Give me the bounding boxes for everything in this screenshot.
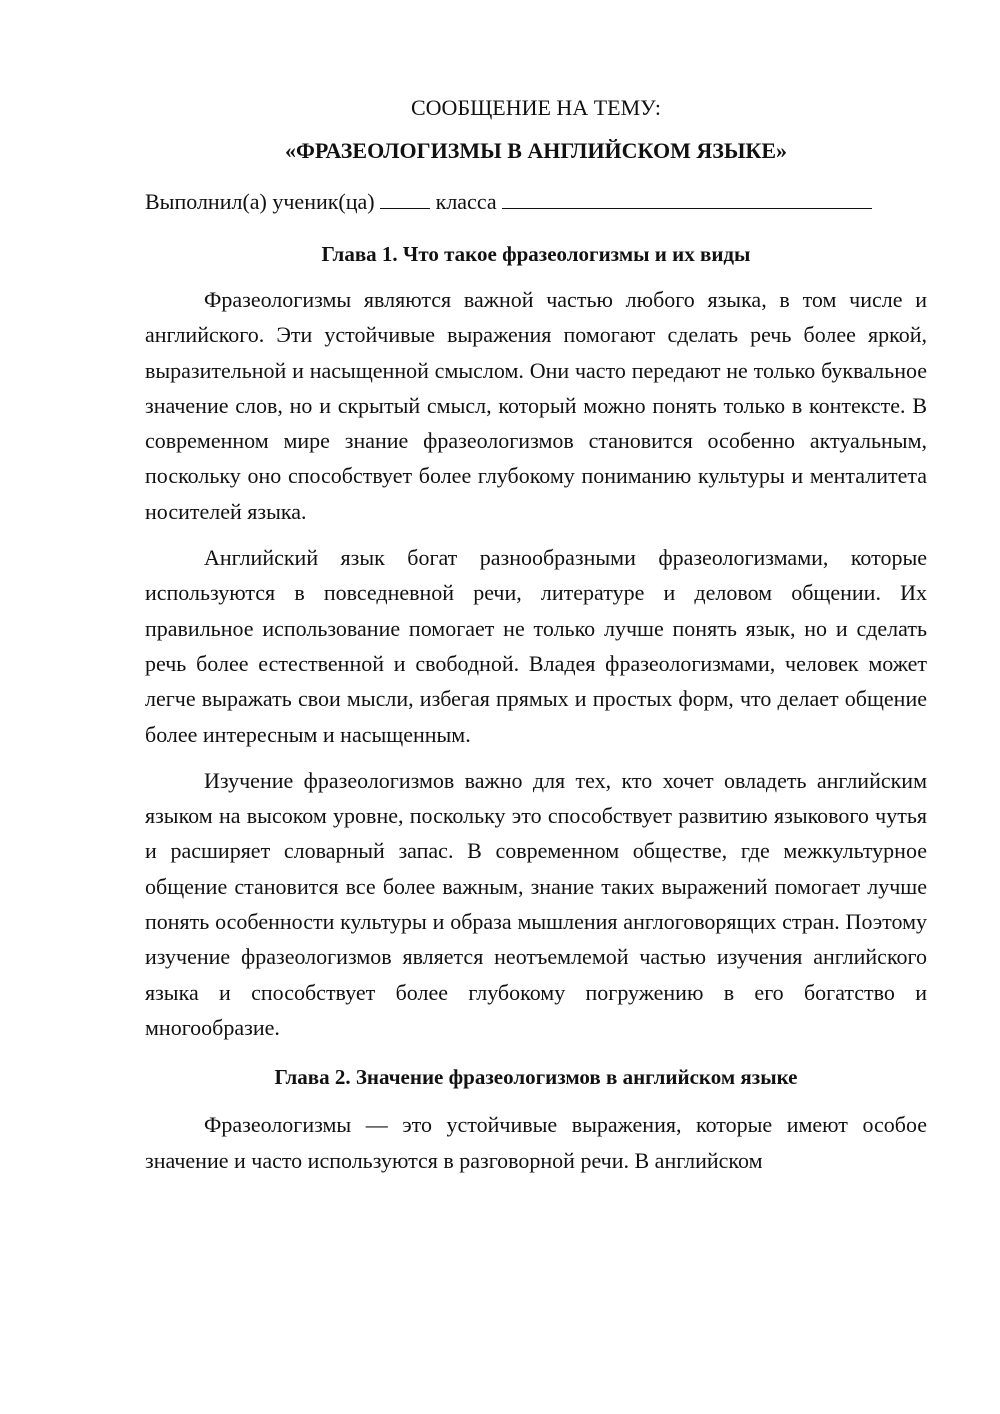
document-title-line-1: СООБЩЕНИЕ НА ТЕМУ: <box>411 95 661 120</box>
chapter-1-paragraph-1: Фразеологизмы являются важной частью любого языка, в том числе и английского. Эти устойчивые выражения помогают сделать речь более яркой, выразительной и насыщенной смыслом. Они часто передают не только буквальное значение слов, но и скрытый смысл, который можно понять только в контексте. В современном мире знание фразеологизмов становится особенно актуальным, поскольку оно способствует более глубокому пониманию культуры и менталитета носителей языка. <box>145 287 927 524</box>
chapter-1-paragraph-3: Изучение фразеологизмов важно для тех, кто хочет овладеть английским языком на высоком уровне, поскольку это способствует развитию языкового чутья и расширяет словарный запас. В современном обществе, где межкультурное общение становится все более важным, знание таких выражений помогает лучше понять особенности культуры и образа мышления англоговорящих стран. Поэтому изучение фразеологизмов является неотъемлемой частью изучения английского языка и способствует более глубокому погружению в его богатство и многообразие. <box>145 767 927 1040</box>
author-line <box>145 186 927 218</box>
chapter-2-paragraph-1: Фразеологизмы — это устойчивые выражения, которые имеют особое значение и часто используются в разговорной речи. В английском <box>145 1112 927 1173</box>
name-blank <box>502 186 872 209</box>
chapter-1-paragraph-2: Английский язык богат разнообразными фразеологизмами, которые используются в повседневной речи, литературе и деловом общении. Их правильное использование помогает не только лучше понять язык, но и сделать речь более естественной и свободной. Владея фразеологизмами, человек может легче выражать свои мысли, избегая прямых и простых форм, что делает общение более интересным и насыщенным. <box>145 545 927 747</box>
author-prefix: Выполнил(а) ученик(ца) <box>145 189 375 214</box>
document-page <box>145 92 927 1189</box>
author-class-label: класса <box>435 189 497 214</box>
chapter-2-heading: Глава 2. Значение фразеологизмов в английском языке <box>274 1065 798 1090</box>
grade-blank <box>380 186 430 209</box>
chapter-1-heading: Глава 1. Что такое фразеологизмы и их виды <box>321 242 751 266</box>
document-title-line-2: «ФРАЗЕОЛОГИЗМЫ В АНГЛИЙСКОМ ЯЗЫКЕ» <box>284 138 788 163</box>
